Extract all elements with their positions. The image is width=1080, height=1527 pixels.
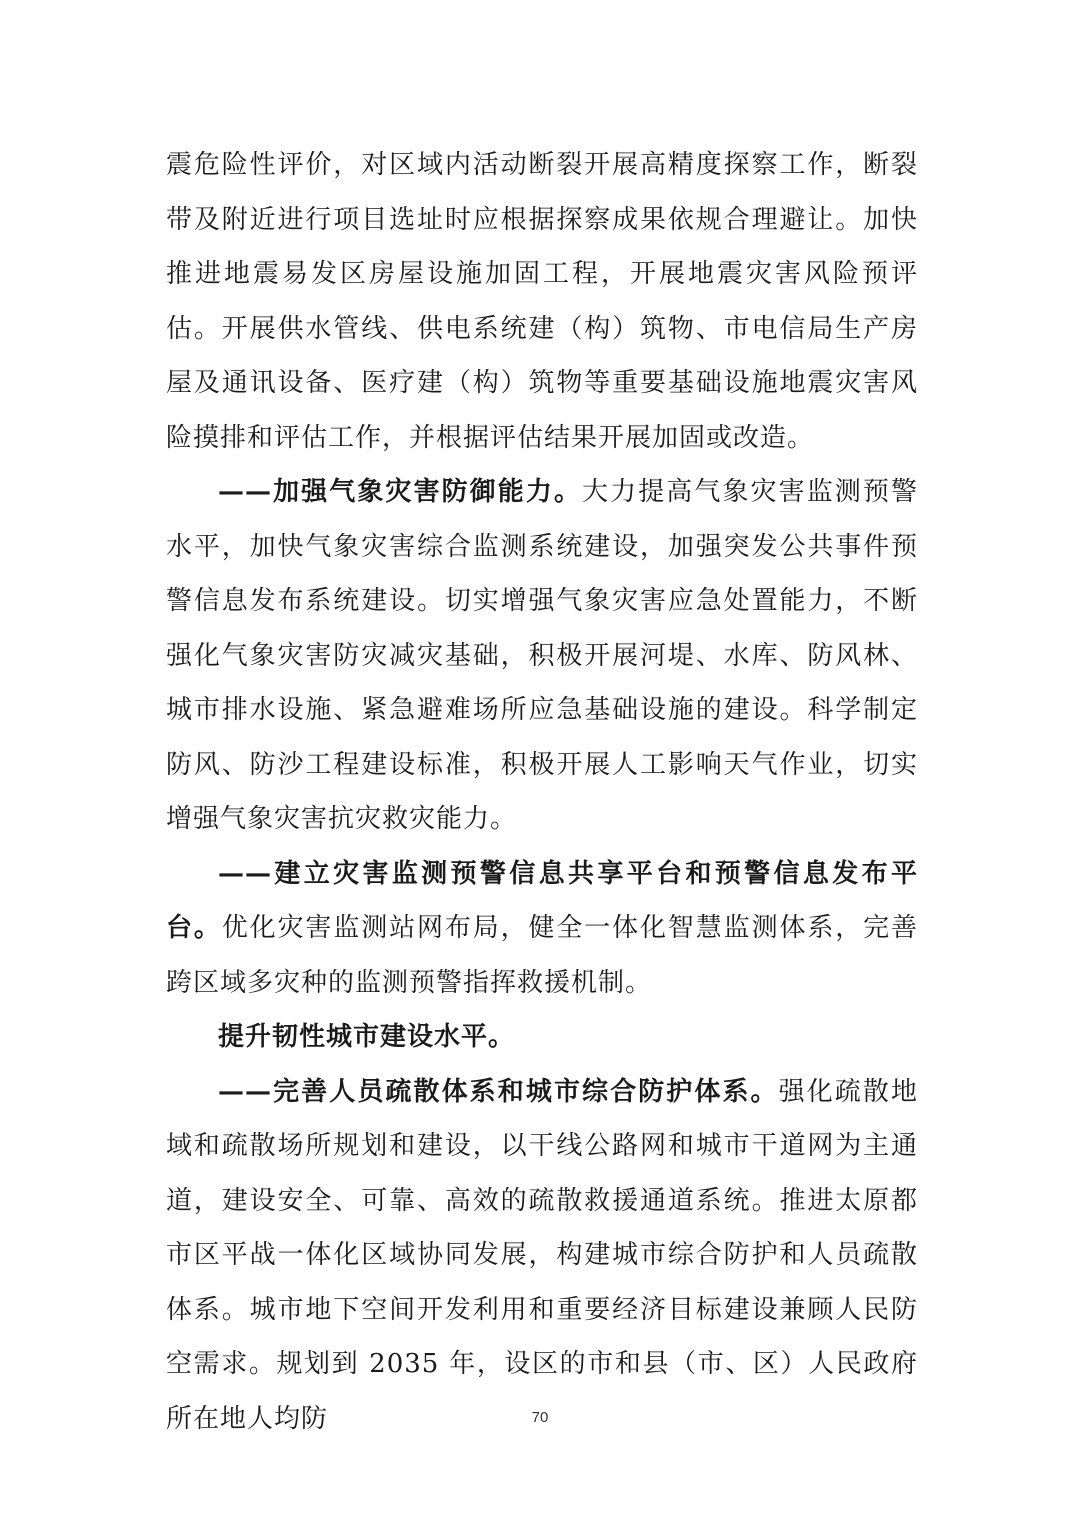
paragraph-text: 优化灾害监测站网布局，健全一体化智慧监测体系，完善跨区域多灾种的监测预警指挥救援机制。 [166, 913, 918, 998]
paragraph-text: 震危险性评价，对区域内活动断裂开展高精度探察工作，断裂带及附近进行项目选址时应根据探察成果依规合理避让。加快推进地震易发区房屋设施加固工程，开展地震灾害风险预评估。开展供水管线、供电系统建（构）筑物、市电信局生产房屋及通讯设备、医疗建（构）筑物等重要基础设施地震灾害风险摸排和评估工作，并根据评估结果开展加固或改造。 [166, 150, 918, 453]
paragraph-seismic-continuation [166, 138, 918, 465]
section-title-resilient-city: 提升韧性城市建设水平。 [218, 1022, 516, 1052]
page-number: 70 [531, 1409, 549, 1426]
paragraph-heading: ——加强气象灾害防御能力。 [218, 477, 583, 507]
paragraph-warning-platform [166, 847, 918, 1011]
paragraph-text: 大力提高气象灾害监测预警水平，加快气象灾害综合监测系统建设，加强突发公共事件预警信息发布系统建设。切实增强气象灾害应急处置能力，不断强化气象灾害防灾减灾基础，积极开展河堤、水库、防风林、城市排水设施、紧急避难场所应急基础设施的建设。科学制定防风、防沙工程建设标准，积极开展人工影响天气作业，切实增强气象灾害抗灾救灾能力。 [166, 477, 918, 834]
document-body [166, 138, 918, 1446]
paragraph-heading: ——完善人员疏散体系和城市综合防护体系。 [218, 1076, 779, 1107]
paragraph-text: 强化疏散地域和疏散场所规划和建设，以干线公路网和城市干道网为主通道，建设安全、可靠、高效的疏散救援通道系统。推进太原都市区平战一体化区域协同发展，构建城市综合防护和人员疏散体系。城市地下空间开发利用和重要经济目标建设兼顾人民防空需求。规划到 2035 年，设区的市和县（市、区）人民政府所在地人均防 [166, 1076, 918, 1434]
paragraph-heading: ——建立灾害监测预警信息共享平台和预警信息发布平台。 [166, 858, 918, 943]
paragraph-meteorological-disaster [166, 465, 918, 847]
paragraph-evacuation-system [166, 1065, 918, 1447]
